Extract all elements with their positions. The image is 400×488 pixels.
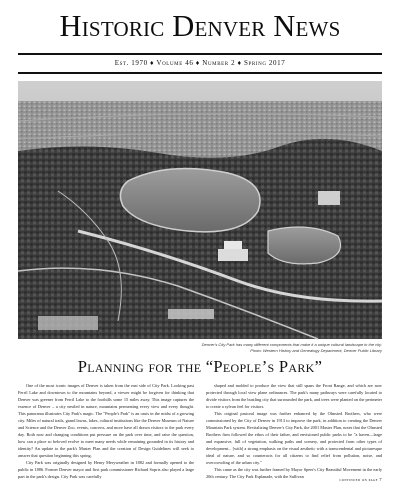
article-headline: Planning for the “People’s Park” <box>77 357 323 376</box>
article-column-right <box>206 382 382 479</box>
photo-caption <box>170 342 382 353</box>
article-paragraph: One of the most iconic images of Denver is taken from the east side of City Park. Looking past Ferril Lake and downtown to the mountains beyond, a viewer might be forgiven for thinking that Denver was greener from Ferril Lake to the foothills some 15 miles away. This image captures the essence of Denver – a city nestled in nature, mountains permeating every view and every thought. This panorama illustrates City Park's magic. The "People's Park" is an oasis in the midst of a growing city. Miles of natural trails, grand lawns, lakes, cultural institutions like the Denver Museum of Nature and Science and the Denver Zoo, events, concerts, and more have all drawn visitors to the park every day. Both now and changing conditions put pressure on the park over time, and raise the question, how can a place so beloved evolve to meet many needs while remaining grounded in its history and identity? An update to the park's Master Plan and the creation of Design Guidelines will seek to answer that question beginning this spring. <box>18 383 194 458</box>
masthead-rule-top <box>18 53 382 55</box>
article-paragraph: City Park was originally designed by Henry Meryweather in 1882 and formally opened to the public in 1886. Former Denver mayor and first park commissioner Richard Sopris also played a large part in the park's design. City Park was carefully <box>18 460 194 479</box>
article-body <box>18 382 382 479</box>
article-paragraph: shaped and molded to produce the view that still spans the Front Range, and which are now protected through local view plane ordinances. The park's many pathways were carefully located to divide visitors from the bustling city that surrounded the park, and trees were planted on the perimeter to create a sylvan feel for visitors. <box>206 383 382 409</box>
city-park-aerial-photo <box>18 81 382 339</box>
photo-duck-lake <box>268 227 341 264</box>
photo-museum-building <box>218 249 248 261</box>
issue-info: Est. 1970 ♦ Volume 46 ♦ Number 2 ♦ Spring 2017 <box>114 59 286 67</box>
article-column-left <box>18 382 194 479</box>
photo-credit: Photo: Western History and Genealogy Department, Denver Public Library <box>250 347 382 353</box>
continued-on-page-link[interactable]: continued on page 7 <box>339 477 382 482</box>
masthead-rule-bottom <box>18 72 382 74</box>
article-paragraph: This original pastoral image was further enhanced by the Olmsted Brothers, who were commissioned by the City of Denver in 1913 to improve the park, in addition to creating the Denver Mountain Park system. Revitalizing Denver's City Park, the 2001 Master Plan, notes that the Olmsted Brothers firm followed the ethos of their father, and envisioned public parks to be "a haven—large and expansive, full of vegetation, walking paths and scenery, and protected from other types of development... [with] a strong emphasis on the visual aesthetic with a transcendental and picturesque ideal of nature, and so counteracts for all citizens to find relief from pollution, noise, and overcrowding of the urban city." <box>206 411 382 465</box>
photo-caption-text: Denver's City Park has many different components that make it a unique cultural landscape in the city. <box>201 342 382 347</box>
article-paragraph: This came as the city was further framed by Mayor Speer's City Beautiful Movement in the early 20th century. The City Park Esplanade, with the Sullivan <box>206 467 382 479</box>
masthead-title: Historic Denver News <box>59 9 341 43</box>
